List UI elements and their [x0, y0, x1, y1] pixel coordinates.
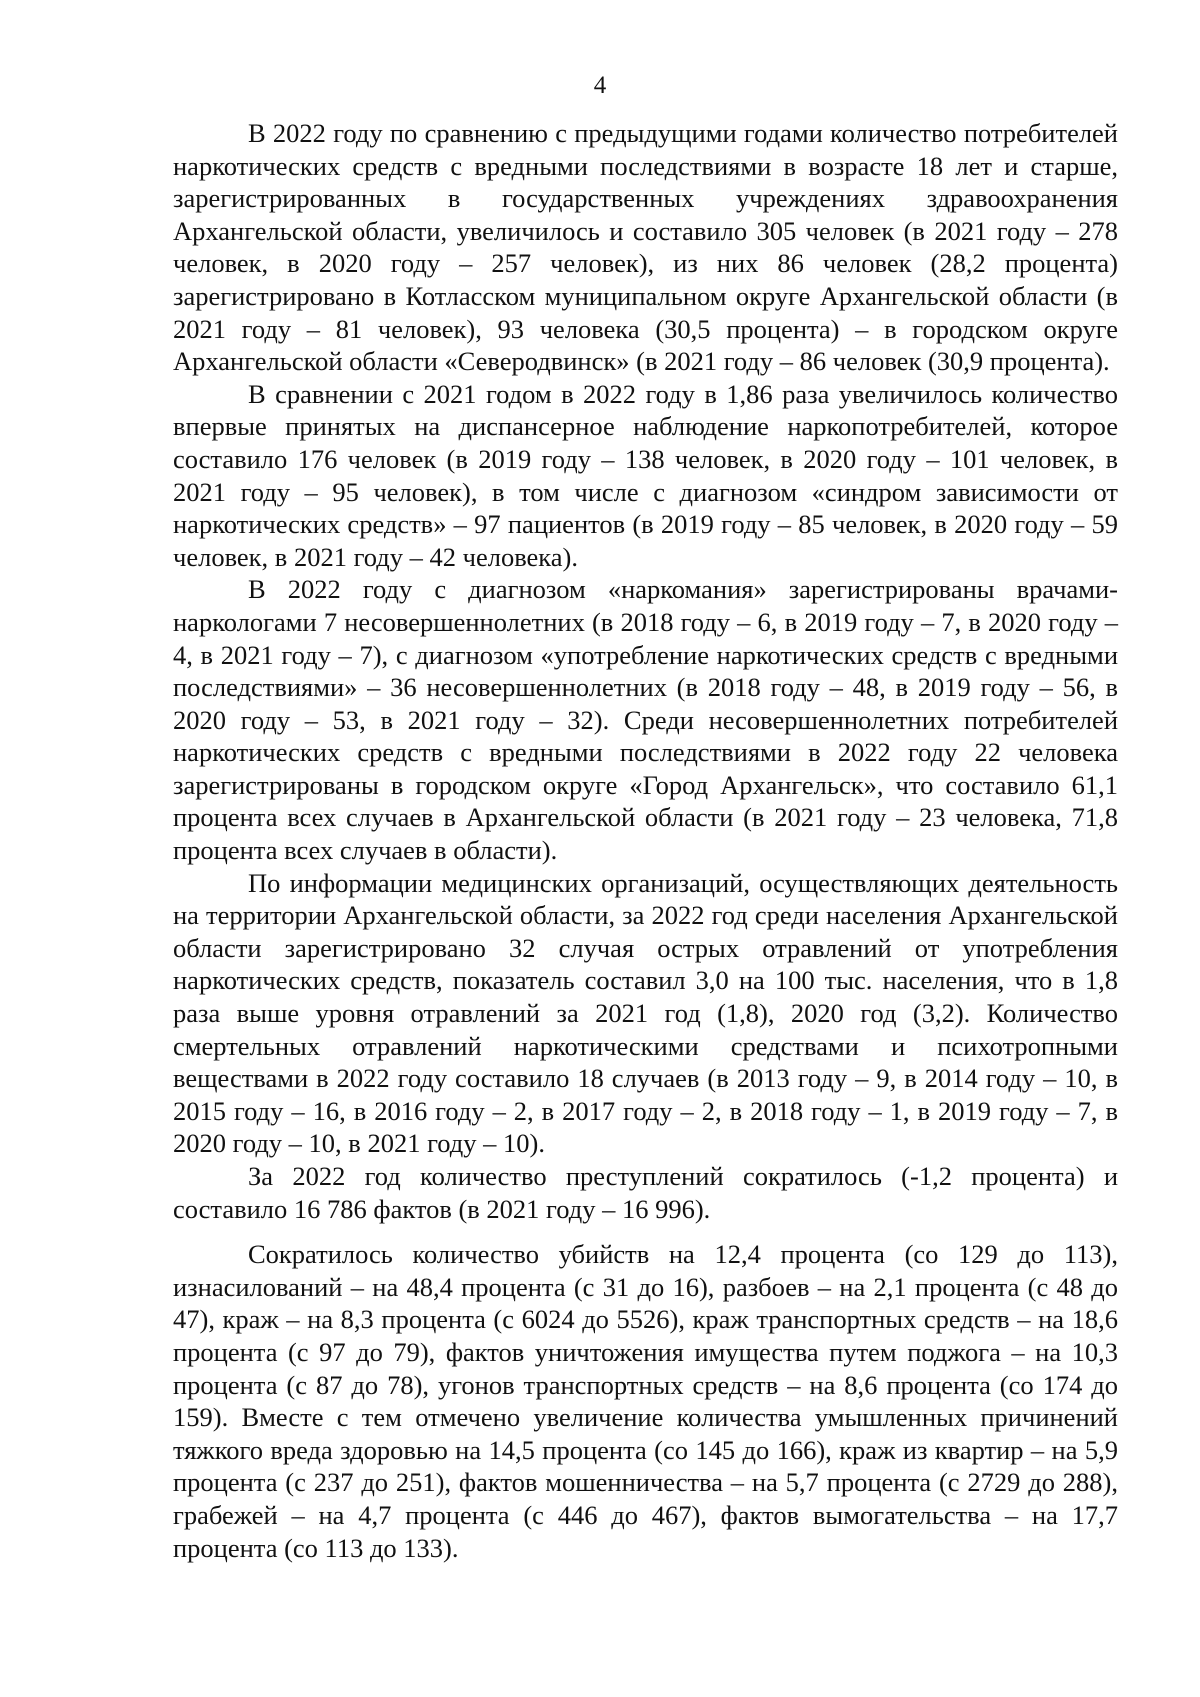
paragraph-crimes-total: За 2022 год количество преступлений сократилось (-1,2 процента) и составило 16 786 фактов (в 2021 году – 16 996).: [173, 1161, 1118, 1224]
document-body: [173, 117, 1118, 1564]
paragraph-drug-users-adults: В 2022 году по сравнению с предыдущими годами количество потребителей наркотических средств с вредными последствиями в возрасте 18 лет и старше, зарегистрированных в государственных учреждениях здравоохранения Архангельской области, увеличилось и составило 305 человек (в 2021 году – 278 человек, в 2020 году – 257 человек), из них 86 человек (28,2 процента) зарегистрировано в Котласском муниципальном округе Архангельской области (в 2021 году – 81 человек), 93 человека (30,5 процента) – в городском округе Архангельской области «Северодвинск» (в 2021 году – 86 человек (30,9 процента).: [173, 118, 1118, 377]
paragraph-crimes-breakdown: Сократилось количество убийств на 12,4 процента (со 129 до 113), изнасилований – на 48,4 процента (с 31 до 16), разбоев – на 2,1 процента (с 48 до 47), краж – на 8,3 процента (с 6024 до 5526), краж транспортных средств – на 18,6 процента (с 97 до 79), фактов уничтожения имущества путем поджога – на 10,3 процента (с 87 до 78), угонов транспортных средств – на 8,6 процента (со 174 до 159). Вместе с тем отмечено увеличение количества умышленных причинений тяжкого вреда здоровью на 14,5 процента (со 145 до 166), краж из квартир – на 5,9 процента (с 237 до 251), фактов мошенничества – на 5,7 процента (с 2729 до 288), грабежей – на 4,7 процента (с 446 до 467), фактов вымогательства – на 17,7 процента (со 113 до 133).: [173, 1239, 1118, 1563]
paragraph-poisonings: По информации медицинских организаций, осуществляющих деятельность на территории Архангельской области, за 2022 год среди населения Архангельской области зарегистрировано 32 случая острых отравлений от употребления наркотических средств, показатель составил 3,0 на 100 тыс. населения, что в 1,8 раза выше уровня отравлений за 2021 год (1,8), 2020 год (3,2). Количество смертельных отравлений наркотическими средствами и психотропными веществами в 2022 году составило 18 случаев (в 2013 году – 9, в 2014 году – 10, в 2015 году – 16, в 2016 году – 2, в 2017 году – 2, в 2018 году – 1, в 2019 году – 7, в 2020 году – 10, в 2021 году – 10).: [173, 867, 1118, 1159]
paragraph-minors-addiction: В 2022 году с диагнозом «наркомания» зарегистрированы врачами-наркологами 7 несовершеннолетних (в 2018 году – 6, в 2019 году – 7, в 2020 году – 4, в 2021 году – 7), с диагнозом «употребление наркотических средств с вредными последствиями» – 36 несовершеннолетних (в 2018 году – 48, в 2019 году – 56, в 2020 году – 53, в 2021 году – 32). Среди несовершеннолетних потребителей наркотических средств с вредными последствиями в 2022 году 22 человека зарегистрированы в городском округе «Город Архангельск», что составило 61,1 процента всех случаев в Архангельской области (в 2021 году – 23 человека, 71,8 процента всех случаев в области).: [173, 574, 1118, 866]
paragraph-dispensary-observation: В сравнении с 2021 годом в 2022 году в 1,86 раза увеличилось количество впервые принятых на диспансерное наблюдение наркопотребителей, которое составило 176 человек (в 2019 году – 138 человек, в 2020 году – 101 человек, в 2021 году – 95 человек), в том числе с диагнозом «синдром зависимости от наркотических средств» – 97 пациентов (в 2019 году – 85 человек, в 2020 году – 59 человек, в 2021 году – 42 человека).: [173, 378, 1118, 572]
page-number: 4: [593, 72, 607, 99]
